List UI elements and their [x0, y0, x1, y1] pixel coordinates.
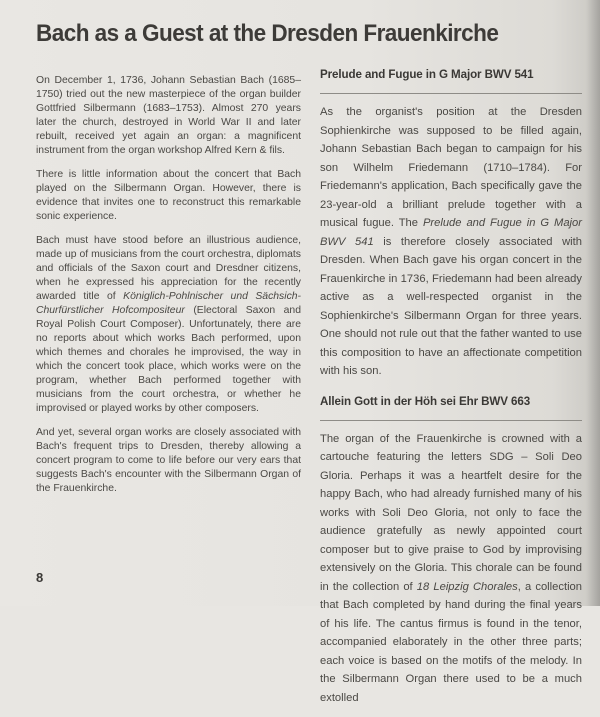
section-bwv663 — [320, 395, 582, 708]
page-title: Bach as a Guest at the Dresden Frauenkirche — [36, 20, 499, 47]
paragraph-bwv663-text-b: , a collection that Bach completed by hand during the final years of his life. The cantus firmus is found in the tenor, accompanied elaborately in the other three parts; each voice is based on the motifs of the melody. In the Silbermann Organ there used to be a much extolled — [320, 580, 582, 704]
paragraph-audience-text-b: (Electoral Saxon and Royal Polish Court Composer). Unfortunately, there are no reports about which works Bach performed, upon which themes and chorales he improvised, the way in which the concert took place, which works were on the program, whether Bach performed together with musicians from the court orchestra, or whether he improvised or played works by other composers. — [36, 305, 301, 414]
section-heading-bwv663: Allein Gott in der Höh sei Ehr BWV 663 — [320, 394, 531, 408]
paragraph-audience — [36, 234, 301, 416]
collection-title-italic: 18 Leipzig Chorales — [416, 580, 518, 593]
right-column — [320, 68, 582, 717]
section-heading-bwv541: Prelude and Fugue in G Major BWV 541 — [320, 68, 534, 81]
section-divider — [320, 420, 582, 421]
binding-shadow — [586, 0, 600, 606]
work-title-italic: Prelude and Fugue in G Major BWV 541 — [320, 217, 582, 248]
section-bwv541 — [320, 68, 582, 381]
left-column — [36, 74, 301, 506]
page-number: 8 — [36, 570, 44, 585]
paragraph-bwv541 — [320, 103, 582, 381]
paragraph-bwv541-text-a: As the organist's position at the Dresden Sophienkirche was supposed to be filled again, Johann Sebastian Bach began to campaign for his son Wilhelm Friedemann (1710–1784). For Friedemann's application, Bach specifically gave the 23-year-old a brilliant prelude together with a musical fugue. The — [320, 106, 582, 230]
court-title-italic: Königlich-Pohlnischer und Sächsich-Churfürstlicher Hofcompositeur — [36, 291, 301, 316]
paragraph-evidence: There is little information about the concert that Bach played on the Silbermann Organ. However, there is evidence that invites one to reconstruct this remarkable sonic experience. — [36, 169, 301, 222]
paragraph-bwv663 — [320, 430, 582, 708]
paragraph-program: And yet, several organ works are closely associated with Bach's frequent trips to Dresden, thereby allowing a concert program to come to life before our very ears that suggests Bach's encounter with the Silbermann Organ of the Frauenkirche. — [36, 427, 301, 494]
paragraph-bwv541-text-b: is therefore closely associated with Dresden. When Bach gave his organ concert in the Frauenkirche in 1736, Friedemann had been already active as a well-respected organist in the Sophienkirche's Silbermann Organ for three years. One should not rule out that the father wanted to use this composition to have an affectionate competition with his son. — [320, 235, 582, 378]
paragraph-bwv663-text-a: The organ of the Frauenkirche is crowned with a cartouche featuring the letters SDG – Soli Deo Gloria. Perhaps it was a heartfelt desire for the happy Bach, who had already furnished many of his works with Soli Deo Gloria, not only to face the audience gratefully as newly appointed court composer but to give praise to God by improvising extensively on the Gloria. This chorale can be found in the collection of — [320, 432, 582, 593]
section-divider — [320, 93, 582, 94]
paragraph-intro: On December 1, 1736, Johann Sebastian Bach (1685–1750) tried out the new masterpiece of the organ builder Gottfried Silbermann (1683–1753). Almost 270 years later the church, destroyed in World War II and later rebuilt, received yet again an organ: a magnificent instrument from the organ workshop Alfred Kern & fils. — [36, 75, 301, 156]
paragraph-audience-text-a: Bach must have stood before an illustrious audience, made up of musicians from the court orchestra, diplomats and officials of the Saxon court and Dresdner citizens, when he expressed his appreciation for the recently awarded title of — [36, 235, 301, 302]
